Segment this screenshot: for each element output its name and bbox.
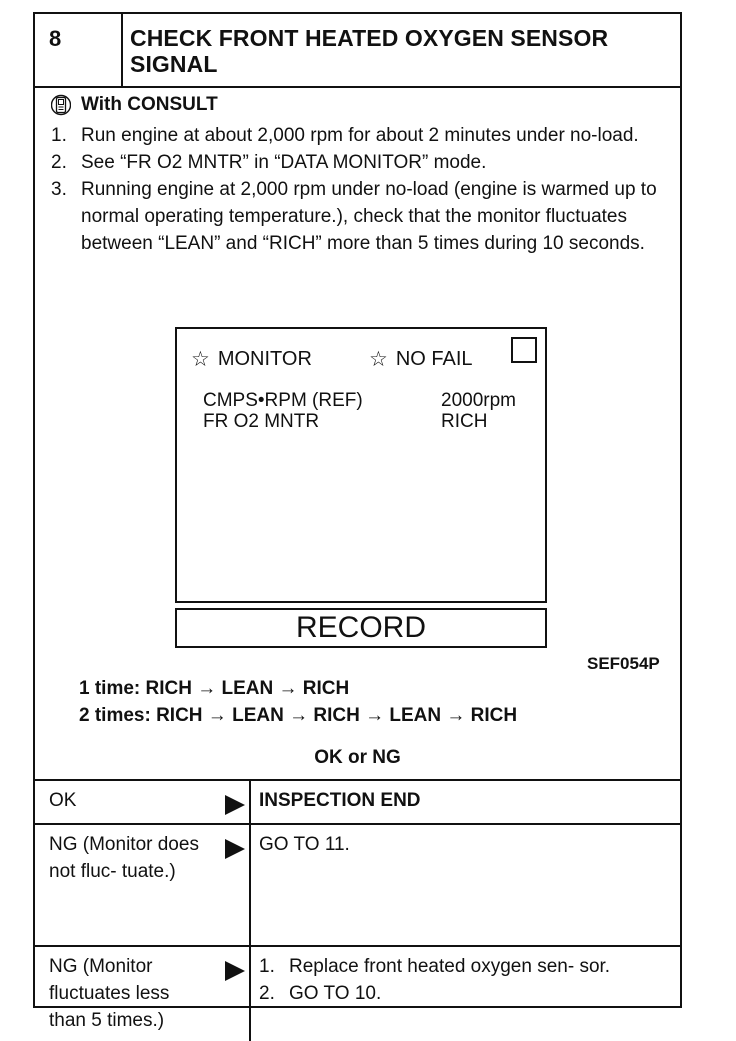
- table-row: [35, 824, 680, 946]
- list-text: Replace front heated oxygen sen- sor.: [289, 956, 611, 977]
- consult-tester-icon: [51, 94, 71, 116]
- list-num: 2.: [259, 983, 275, 1004]
- star-icon: ☆: [369, 348, 388, 371]
- result-condition: OK: [35, 780, 209, 824]
- table-row: [35, 946, 680, 1041]
- consult-monitor-screen: [175, 327, 547, 603]
- result-action: INSPECTION END: [250, 780, 680, 824]
- consult-heading: [51, 94, 218, 116]
- checkbox-icon: [511, 337, 537, 363]
- monitor-item-names: [203, 390, 363, 432]
- monitor-item-name: FR O2 MNTR: [203, 411, 320, 432]
- step-text: Run engine at about 2,000 rpm for about 2 minutes under no-load.: [81, 125, 639, 146]
- procedure-header: [35, 14, 680, 88]
- step-text: See “FR O2 MNTR” in “DATA MONITOR” mode.: [81, 152, 487, 173]
- procedure-steps: [51, 122, 671, 257]
- step-num: 3.: [51, 179, 67, 200]
- record-button[interactable]: RECORD: [175, 608, 547, 648]
- table-row: [35, 780, 680, 824]
- sequence-two-times: 2 times: RICH → LEAN → RICH → LEAN → RICH: [79, 705, 518, 726]
- monitor-item-name: CMPS•RPM (REF): [203, 390, 363, 411]
- procedure-step: [51, 176, 671, 257]
- result-action: GO TO 11.: [250, 824, 680, 946]
- procedure-step: [51, 122, 671, 149]
- arrow-right-icon: [225, 839, 245, 859]
- result-condition: NG (Monitor does not fluc- tuate.): [35, 824, 209, 946]
- result-table: [35, 779, 680, 1041]
- arrow-right-icon: [225, 961, 245, 981]
- result-action-list: [250, 946, 680, 1041]
- arrow-right-icon: [225, 795, 245, 815]
- step-text: Running engine at 2,000 rpm under no-load (engine is warmed up to normal operating temperature.), check that the monitor fluctuates between “LEAN” and “RICH” more than 5 times during 10 seconds.: [81, 179, 657, 254]
- list-num: 1.: [259, 956, 275, 977]
- list-item: [259, 953, 672, 980]
- monitor-item-value: RICH: [441, 411, 488, 432]
- sequence-one-time: 1 time: RICH → LEAN → RICH: [79, 678, 350, 699]
- figure-id: SEF054P: [587, 654, 660, 673]
- result-condition: NG (Monitor fluctuates less than 5 times.): [35, 946, 209, 1041]
- list-item: [259, 980, 672, 1007]
- monitor-item-values: [441, 390, 516, 432]
- no-fail-heading: [369, 347, 473, 372]
- procedure-step: [51, 149, 671, 176]
- header-divider: [121, 14, 123, 86]
- monitor-item-value: 2000rpm: [441, 390, 516, 411]
- consult-label: With CONSULT: [81, 94, 218, 115]
- list-text: GO TO 10.: [289, 983, 382, 1004]
- step-num: 1.: [51, 125, 67, 146]
- monitor-heading: [191, 347, 312, 372]
- procedure-title: CHECK FRONT HEATED OXYGEN SENSOR SIGNAL: [130, 25, 609, 77]
- monitor-label: MONITOR: [217, 348, 312, 370]
- procedure-box: [33, 12, 682, 1031]
- star-icon: ☆: [191, 348, 210, 371]
- ok-or-ng-prompt: OK or NG: [314, 747, 401, 768]
- step-number: 8: [49, 26, 62, 51]
- step-num: 2.: [51, 152, 67, 173]
- no-fail-label: NO FAIL: [395, 348, 473, 370]
